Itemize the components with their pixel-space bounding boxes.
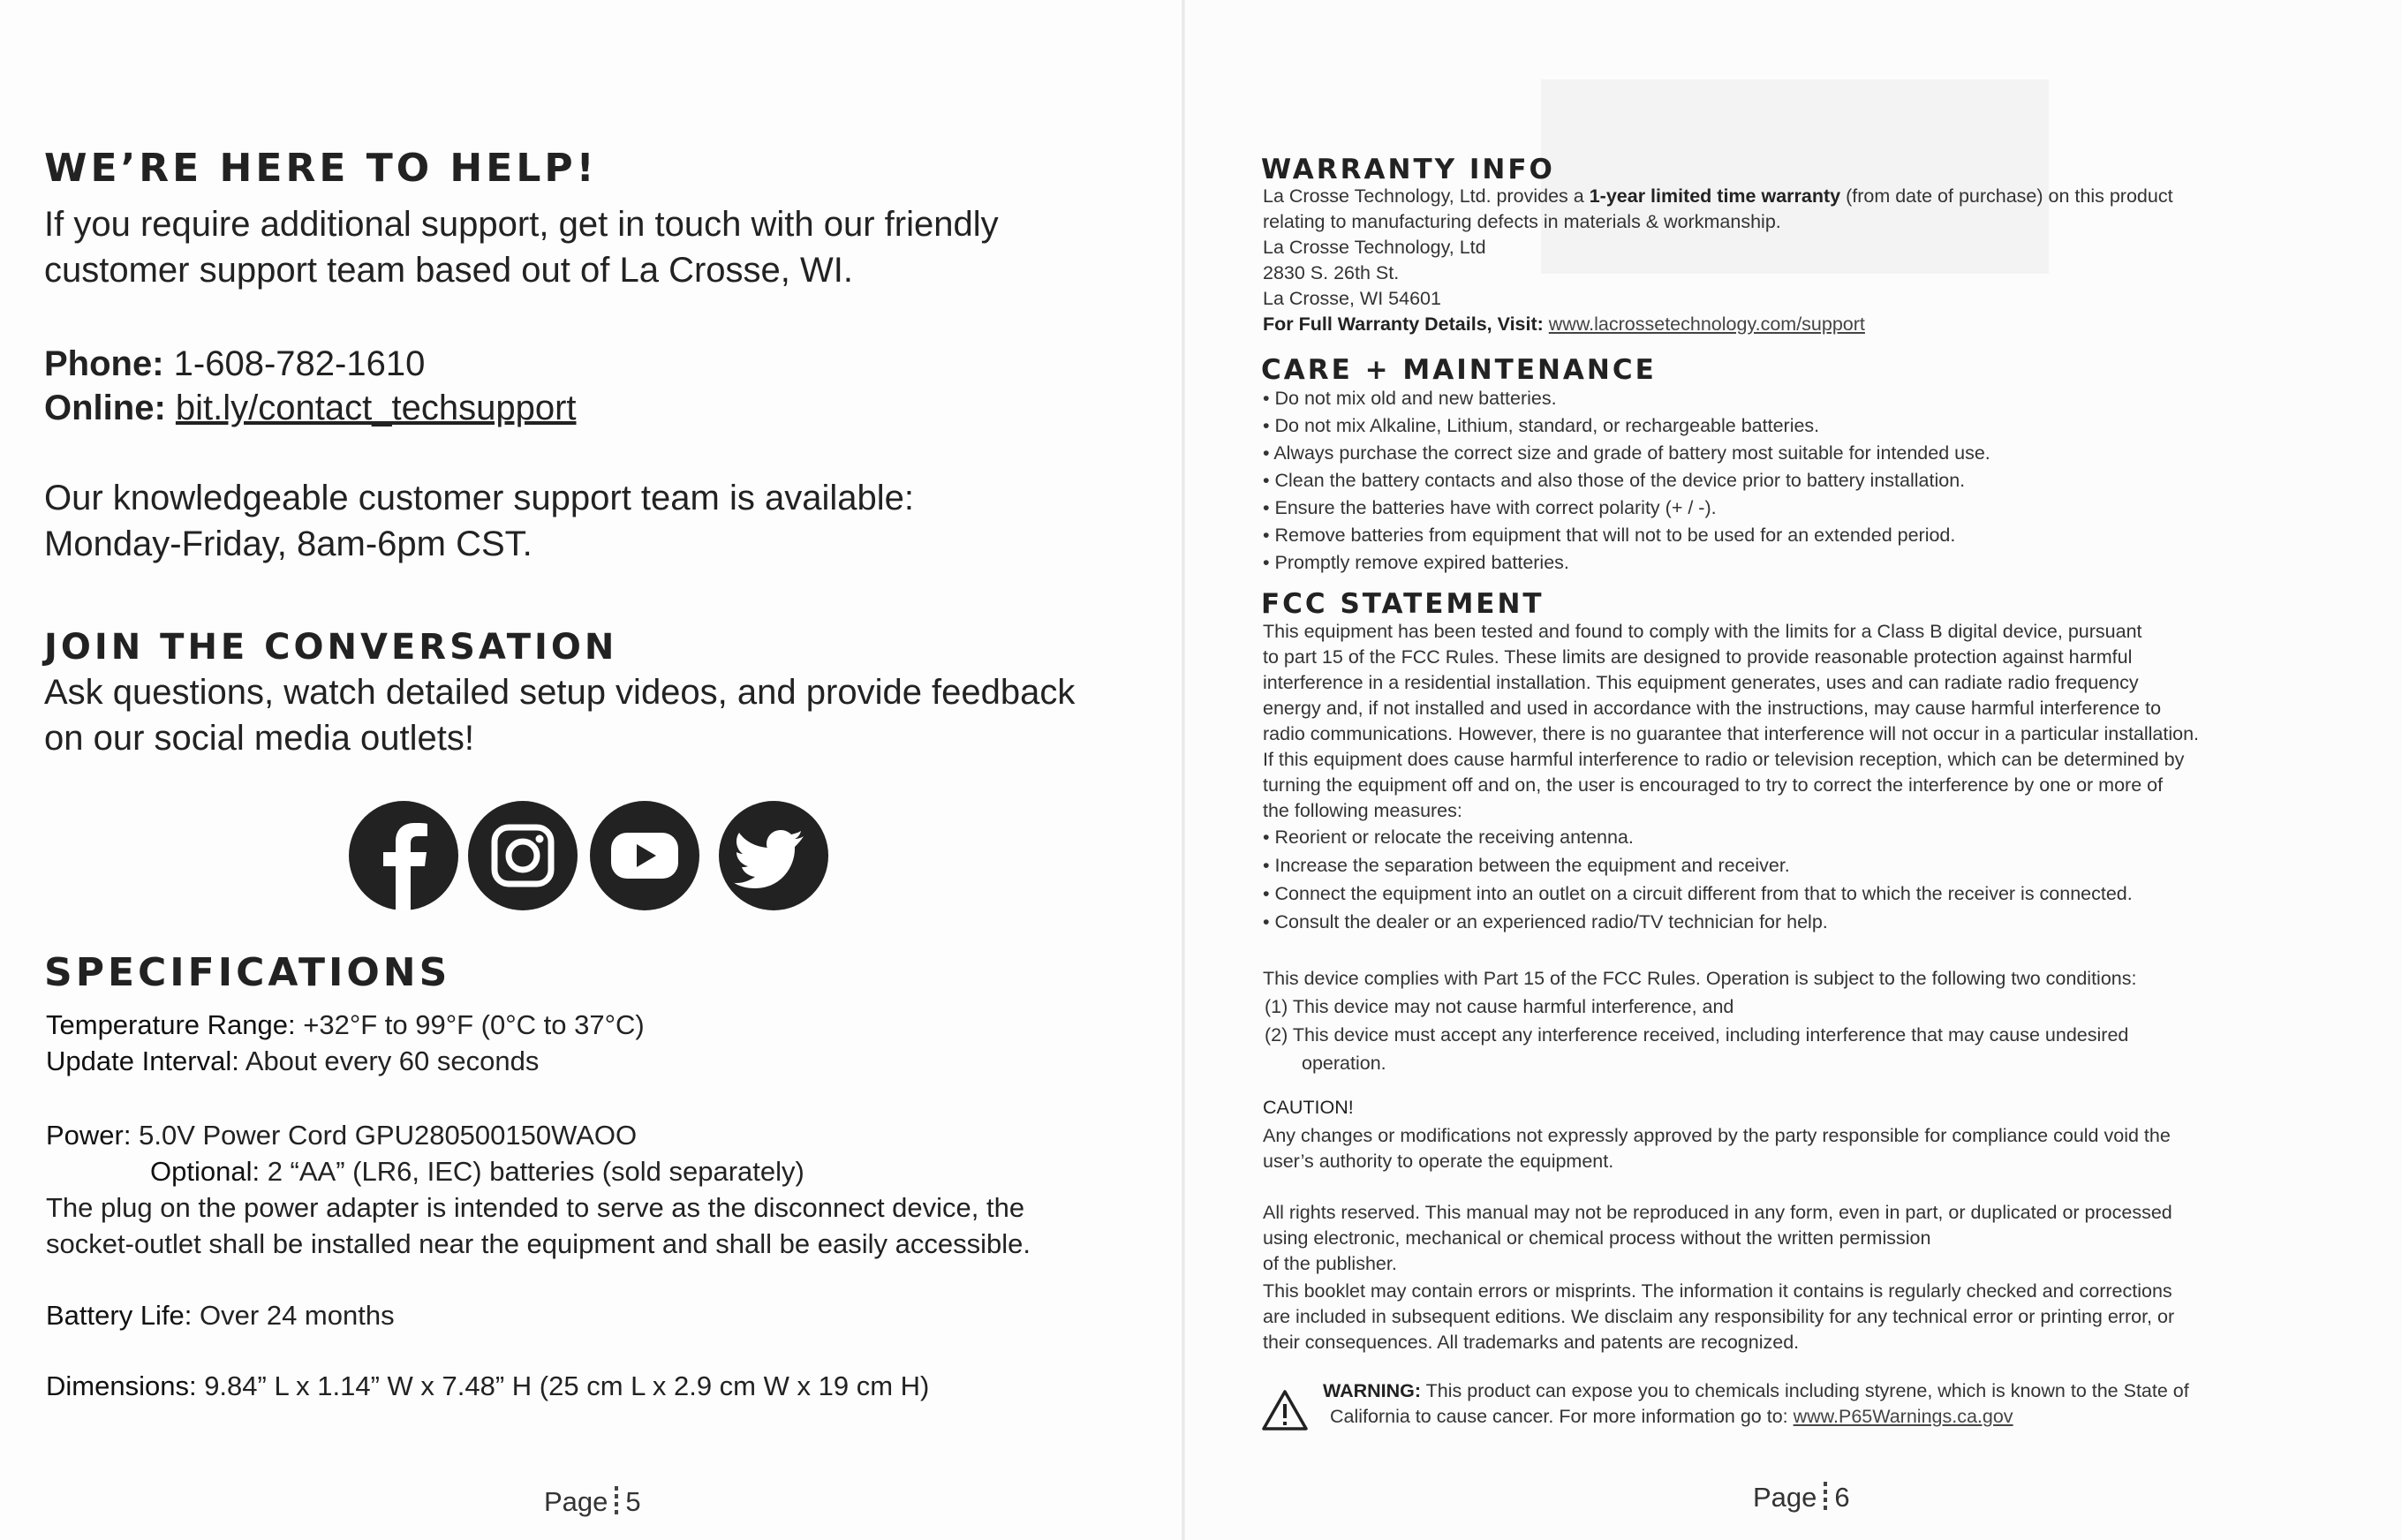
help-heading: WE’RE HERE TO HELP! <box>44 146 598 191</box>
help-line: If you require additional support, get in touch with our friendly <box>44 205 999 244</box>
join-line: on our social media outlets! <box>44 719 474 758</box>
update-label: Update Interval: <box>46 1046 239 1076</box>
p65-link[interactable]: www.P65Warnings.ca.gov <box>1793 1406 2013 1427</box>
plug-line: The plug on the power adapter is intended to serve as the disconnect device, the <box>46 1192 1025 1223</box>
fcc-measure: • Increase the separation between the equipment and receiver. <box>1263 855 1790 876</box>
availability-line: Our knowledgeable customer support team is available: <box>44 479 914 517</box>
fcc-line: the following measures: <box>1263 800 1462 821</box>
care-item: • Always purchase the correct size and grade of battery most suitable for intended use. <box>1263 442 1990 464</box>
page-number: 6 <box>1834 1482 1850 1513</box>
rights-line: using electronic, mechanical or chemical process without the written permission <box>1263 1227 1931 1249</box>
update-value: About every 60 seconds <box>245 1046 540 1076</box>
fcc-line: This equipment has been tested and found to comply with the limits for a Class B digital device, pursuant <box>1263 621 2142 642</box>
fcc-line: radio communications. However, there is no guarantee that interference will not occur in a particular installation. <box>1263 723 2200 744</box>
address-line: La Crosse, WI 54601 <box>1263 288 1441 309</box>
help-text <box>44 201 999 293</box>
condition-line: operation. <box>1302 1053 1386 1074</box>
address-line: La Crosse Technology, Ltd <box>1263 237 1486 258</box>
warning-text: This product can expose you to chemicals including styrene, which is known to the State of <box>1425 1380 2189 1401</box>
care-item: • Ensure the batteries have with correct polarity (+ / -). <box>1263 497 1717 518</box>
warning-label: WARNING: <box>1323 1380 1422 1401</box>
warranty-details-label: For Full Warranty Details, Visit: <box>1263 313 1544 335</box>
power-label: Power: <box>46 1120 132 1151</box>
fcc-heading: FCC STATEMENT <box>1261 588 1545 620</box>
condition-line: (1) This device may not cause harmful interference, and <box>1265 996 1734 1017</box>
address-line: 2830 S. 26th St. <box>1263 262 1400 283</box>
online-label: Online: <box>44 389 166 427</box>
warranty-line: La Crosse Technology, Ltd. provides a 1-year limited time warranty (from date of purchase) on this product <box>1263 185 2173 207</box>
plug-line: socket-outlet shall be installed near the equipment and shall be easily accessible. <box>46 1228 1031 1259</box>
rights-line: of the publisher. <box>1263 1253 1397 1274</box>
dimensions-label: Dimensions: <box>46 1370 197 1401</box>
warning-triangle-icon <box>1261 1389 1309 1431</box>
warranty-link[interactable]: www.lacrossetechnology.com/support <box>1548 313 1865 335</box>
optional-value: 2 “AA” (LR6, IEC) batteries (sold separately) <box>267 1156 804 1187</box>
warranty-details-row <box>1263 312 1865 337</box>
instagram-icon[interactable] <box>468 801 578 910</box>
battery-value: Over 24 months <box>200 1300 395 1331</box>
care-heading: CARE + MAINTENANCE <box>1261 354 1657 386</box>
page-label: Page <box>544 1486 608 1517</box>
temperature-row <box>46 1007 645 1044</box>
care-item: • Do not mix Alkaline, Lithium, standard, or rechargeable batteries. <box>1263 415 1820 436</box>
join-heading: JOIN THE CONVERSATION <box>44 627 618 668</box>
scan-shading <box>1541 79 2049 274</box>
join-line: Ask questions, watch detailed setup videos, and provide feedback <box>44 673 1076 712</box>
booklet-line: their consequences. All trademarks and patents are recognized. <box>1263 1332 1800 1353</box>
optional-row <box>150 1153 804 1190</box>
fcc-measure: • Consult the dealer or an experienced radio/TV technician for help. <box>1263 911 1828 932</box>
optional-label: Optional: <box>150 1156 261 1187</box>
warning-line <box>1323 1378 2189 1404</box>
page-label: Page <box>1753 1482 1817 1513</box>
power-value: 5.0V Power Cord GPU280500150WAOO <box>139 1120 638 1151</box>
booklet-line: are included in subsequent editions. We disclaim any responsibility for any technical error or printing error, or <box>1263 1306 2175 1327</box>
page-number: 5 <box>625 1486 641 1517</box>
page-number-right <box>1753 1482 1850 1514</box>
page-spine <box>1182 0 1185 1540</box>
booklet-line: This booklet may contain errors or misprints. The information it contains is regularly checked and corrections <box>1263 1280 2172 1302</box>
fcc-line: energy and, if not installed and used in accordance with the instructions, may cause harmful interference to <box>1263 698 2162 719</box>
caution-label: CAUTION! <box>1263 1097 1354 1118</box>
facebook-icon[interactable] <box>349 801 458 910</box>
fcc-line: to part 15 of the FCC Rules. These limits are designed to provide reasonable protection against harmful <box>1263 646 2133 668</box>
compliance-line: This device complies with Part 15 of the FCC Rules. Operation is subject to the following two conditions: <box>1263 968 2137 989</box>
phone-label: Phone: <box>44 344 164 383</box>
support-link[interactable]: bit.ly/contact_techsupport <box>175 389 577 427</box>
online-row <box>44 385 577 431</box>
care-item: • Promptly remove expired batteries. <box>1263 552 1569 573</box>
fcc-measure: • Connect the equipment into an outlet on a circuit different from that to which the receiver is connected. <box>1263 883 2133 904</box>
rights-line: All rights reserved. This manual may not be reproduced in any form, even in part, or duplicated or processed <box>1263 1202 2172 1223</box>
update-row <box>46 1043 539 1080</box>
specs-heading: SPECIFICATIONS <box>44 950 451 995</box>
battery-row <box>46 1297 395 1334</box>
warranty-term: 1-year limited time warranty <box>1589 185 1841 207</box>
help-line: customer support team based out of La Crosse, WI. <box>44 251 853 290</box>
dimensions-row <box>46 1368 929 1405</box>
care-item: • Clean the battery contacts and also those of the device prior to battery installation. <box>1263 470 1966 491</box>
fcc-line: interference in a residential installation. This equipment generates, uses and can radiate radio frequency <box>1263 672 2139 693</box>
twitter-icon[interactable] <box>719 801 828 910</box>
power-row <box>46 1117 637 1154</box>
battery-label: Battery Life: <box>46 1300 193 1331</box>
dimensions-value: 9.84” L x 1.14” W x 7.48” H (25 cm L x 2.9 cm W x 19 cm H) <box>204 1370 930 1401</box>
caution-line: user’s authority to operate the equipment. <box>1263 1151 1614 1172</box>
condition-line: (2) This device must accept any interference received, including interference that may cause undesired <box>1265 1024 2129 1046</box>
fcc-line: turning the equipment off and on, the user is encouraged to try to correct the interference by one or more of <box>1263 774 2164 796</box>
fcc-measure: • Reorient or relocate the receiving antenna. <box>1263 827 1634 848</box>
join-text <box>44 669 1075 761</box>
temperature-label: Temperature Range: <box>46 1009 296 1040</box>
temperature-value: +32°F to 99°F (0°C to 37°C) <box>303 1009 645 1040</box>
youtube-icon[interactable] <box>590 801 699 910</box>
fcc-line: If this equipment does cause harmful interference to radio or television reception, which can be determined by <box>1263 749 2185 770</box>
page-number-left <box>544 1486 641 1518</box>
phone-number[interactable]: 1-608-782-1610 <box>173 344 426 383</box>
phone-row <box>44 341 425 387</box>
care-item: • Remove batteries from equipment that will not to be used for an extended period. <box>1263 525 1956 546</box>
warranty-line: relating to manufacturing defects in materials & workmanship. <box>1263 211 1781 232</box>
availability-text <box>44 475 914 567</box>
caution-line: Any changes or modifications not expressly approved by the party responsible for compliance could void the <box>1263 1125 2171 1146</box>
care-item: • Do not mix old and new batteries. <box>1263 388 1557 409</box>
warning-line: California to cause cancer. For more information go to: www.P65Warnings.ca.gov <box>1330 1406 2013 1427</box>
warranty-heading: WARRANTY INFO <box>1261 154 1555 185</box>
availability-line: Monday-Friday, 8am-6pm CST. <box>44 525 533 563</box>
